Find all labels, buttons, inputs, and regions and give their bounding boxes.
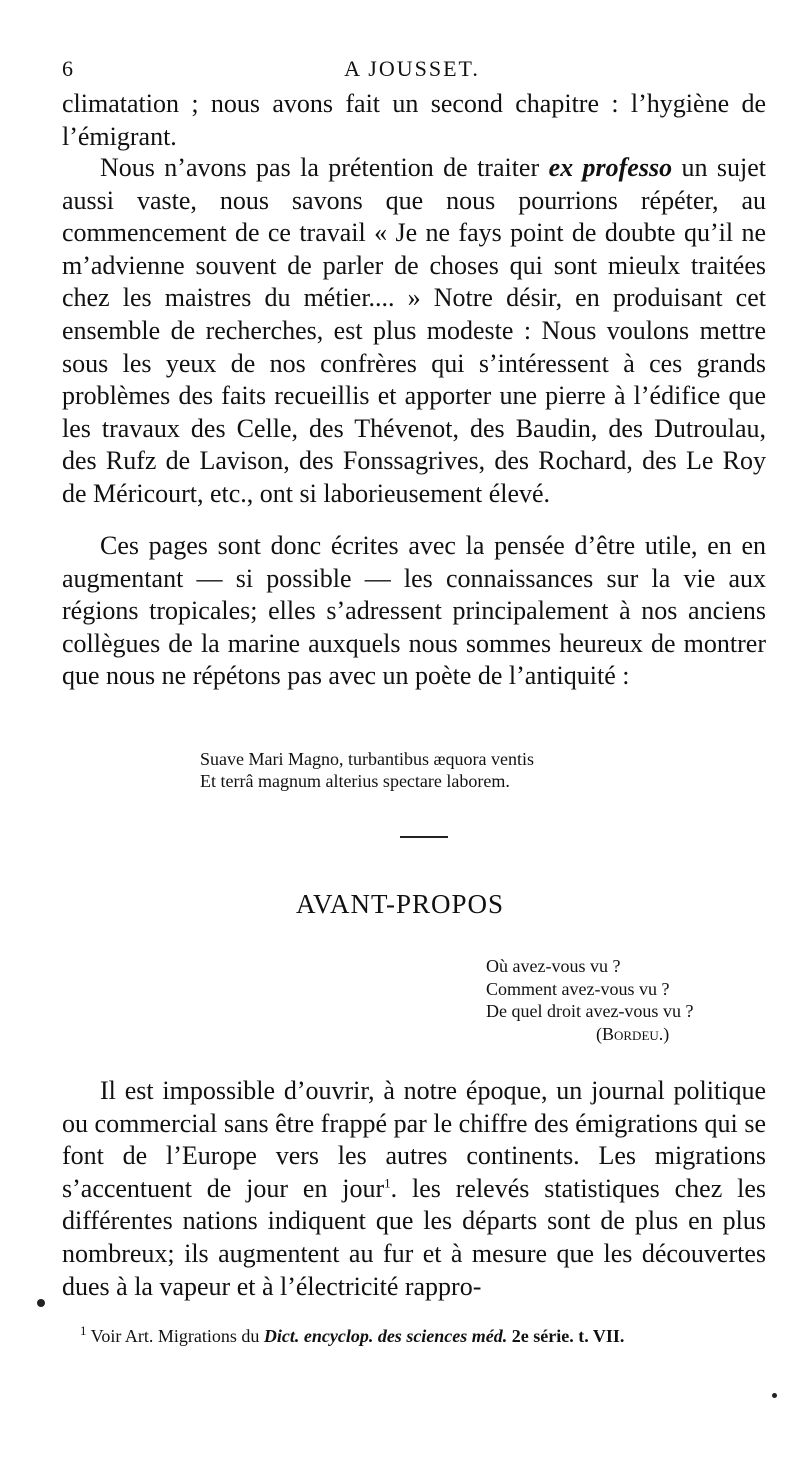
section-heading: AVANT-PROPOS [295, 889, 505, 919]
latin-epigraph [200, 748, 534, 792]
quote-line: Comment avez-vous vu ? [486, 978, 670, 999]
running-head [62, 56, 762, 86]
paragraph-avant-propos [62, 1075, 766, 1303]
page-number: 6 [62, 56, 75, 81]
footnote [80, 1323, 770, 1347]
footnote-reference[interactable]: 1 [384, 1175, 391, 1191]
quote-attribution: (Bordeu.) [596, 1023, 670, 1044]
paragraph-purpose [62, 530, 766, 693]
quote-line: De quel droit avez-vous vu ? [486, 1001, 694, 1021]
text-run: Il est impossible d’ouvrir, à notre époque, un journal politique ou commercial sans être frappé par le chiffre des émigrations qui se font de l’Europe vers les autres continents. Les migrations s’accentuent de jour en jour [62, 1076, 766, 1203]
italic-phrase: ex professo [548, 153, 673, 182]
footnote-mark: 1 [80, 1323, 87, 1338]
running-title: A JOUSSET. [344, 56, 480, 81]
paragraph-text [62, 1075, 766, 1303]
section-divider [400, 836, 448, 838]
paragraph-continuation [62, 88, 766, 153]
footnote-text: 2e série. t. VII. [507, 1326, 625, 1346]
ink-spot [37, 1299, 45, 1307]
footnote-title: Dict. encyclop. des sciences méd. [263, 1326, 508, 1346]
epigraph-line: Et terrâ magnum alterius spectare laborem. [200, 771, 510, 791]
ink-spot [772, 1393, 777, 1398]
section-quote [486, 955, 693, 1045]
paragraph-text: Ces pages sont donc écrites avec la pensée d’être utile, en en augmentant — si possible — les connaissances sur la vie aux régions tropicales; elles s’adressent principalement à nos anciens collègues de la marine auxquels nous sommes heureux de montrer que nous ne répétons pas avec un poète de l’antiquité : [62, 531, 766, 691]
paragraph-text [62, 152, 766, 511]
epigraph-line: Suave Mari Magno, turbantibus æquora ventis [200, 749, 534, 769]
paragraph-intent [62, 152, 766, 511]
quote-line: Où avez-vous vu ? [486, 956, 621, 976]
text-run: un sujet aussi vaste, nous savons que nous pourrions répéter, au commencement de ce travail « Je ne fays point de doubte qu’il ne m’advienne souvent de parler de choses qui sont mieulx traitées chez les maistres du métier.... » Notre désir, en produisant cet ensemble de recherches, est plus modeste : Nous voulons mettre sous les yeux de nos confrères qui s’intéressent à ces grands problèmes des faits recueillis et apporter une pierre à l’édifice que les travaux des Celle, des Thévenot, des Baudin, des Dutroulau, des Rufz de Lavison, des Fonssagrives, des Rochard, des Le Roy de Méricourt, etc., ont si laborieusement élevé. [62, 153, 767, 508]
paragraph-text: climatation ; nous avons fait un second chapitre : l’hygiène de l’émigrant. [62, 89, 766, 151]
text-run: . les relevés statistiques chez les différentes nations indiquent que les départs sont de plus en plus nombreux; ils augmentent au fur et à mesure que les découvertes dues à la vapeur et à l’électricité rappro- [62, 1173, 766, 1301]
text-run: Nous n’avons pas la prétention de traiter [100, 153, 549, 182]
footnote-text: Voir Art. Migrations du [86, 1326, 264, 1346]
